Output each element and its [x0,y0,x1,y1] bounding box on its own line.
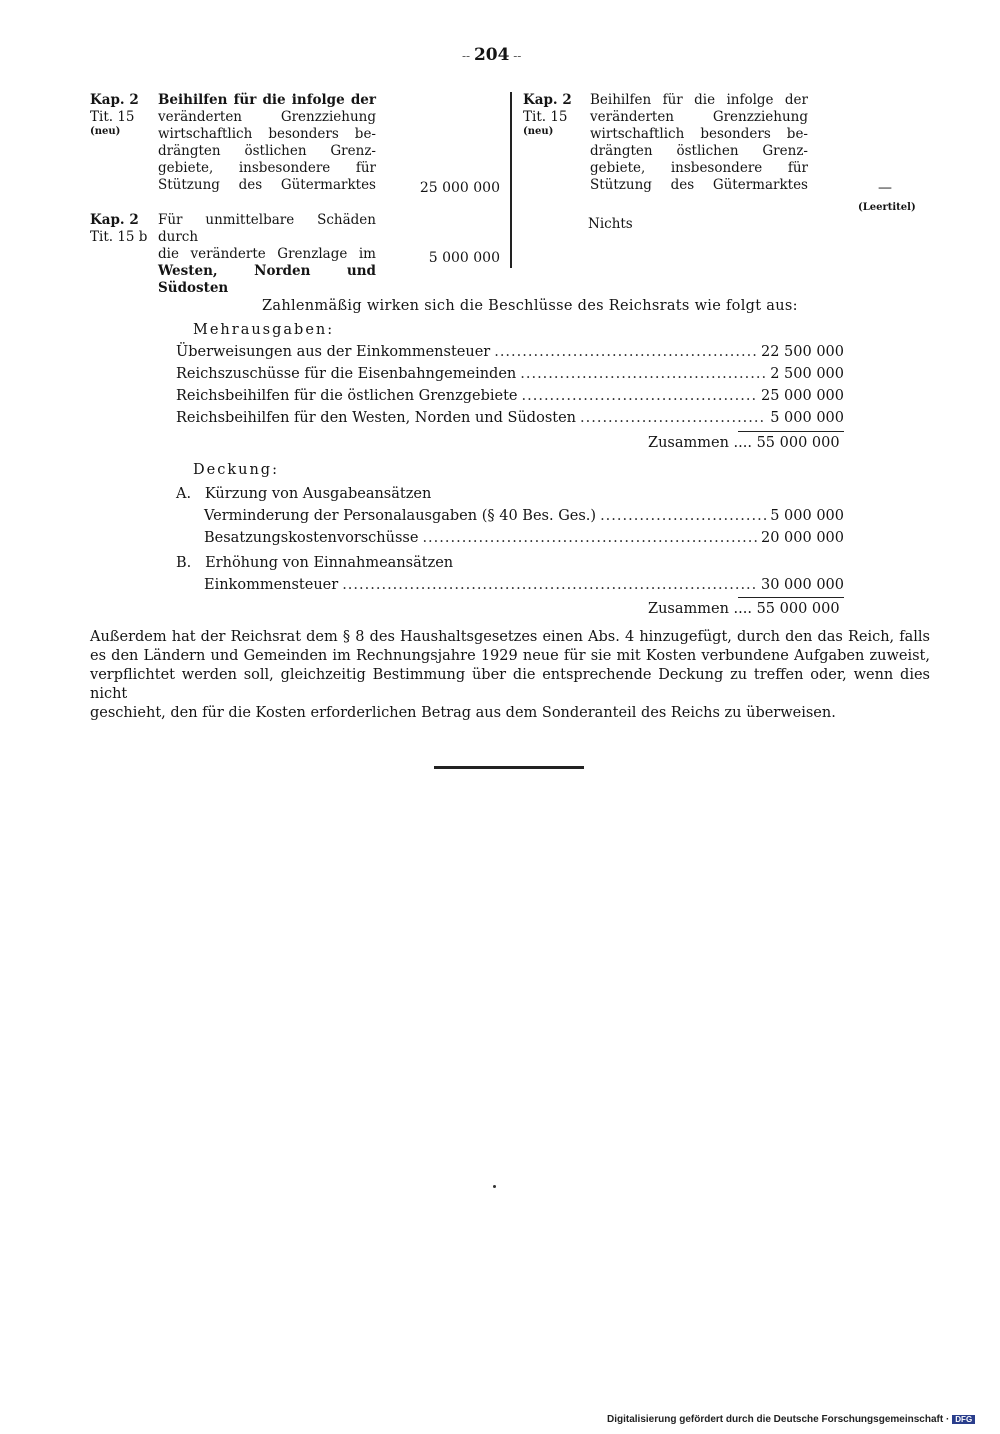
mehr-row-value: 5 000 000 [770,410,844,426]
header-dash-right: -- [509,49,522,63]
summary-intro: Zahlenmäßig wirken sich die Beschlüsse des Reichsrats wie folgt aus: [262,298,798,314]
deckung-a-row-value: 5 000 000 [770,508,844,524]
right-entry-line: gebiete, insbesondere für [590,160,808,176]
deckung-a-heading [176,486,431,502]
mehr-row-label: Überweisungen aus der Einkommensteuer [176,344,491,360]
page-number: 204 [473,45,510,65]
left-entry2-kap: Kap. 2 [90,212,139,228]
deckung-total [648,601,840,617]
deckung-sum-rule [738,597,844,598]
left-entry1-amount: 25 000 000 [419,180,500,196]
mehr-row-leader [520,366,766,382]
left-entry2-line: Westen, Norden und Südosten [158,263,376,296]
right-entry-line: Stützung des Gütermarktes [590,177,808,193]
mehr-row [176,344,844,360]
deckung-b-row [204,577,844,593]
paragraph-line: es den Ländern und Gemeinden im Rechnungsjahre 1929 neue für sie mit Kosten verbundene Aufgaben zuweist, [90,648,930,664]
left-entry2-amount: 5 000 000 [428,250,500,266]
deckung-a-row [204,508,844,524]
paragraph-line: geschieht, den für die Kosten erforderlichen Betrag aus dem Sonderanteil des Reichs zu überweisen. [90,705,836,721]
left-entry1-text [158,92,376,194]
mehr-total-value: 55 000 000 [756,435,840,451]
right-entry-line: veränderten Grenzziehung [590,109,808,125]
mehrausgaben-heading: Mehrausgaben: [193,322,335,338]
left-entry1-tit: Tit. 15 [90,109,135,125]
right-entry-dash: — [878,180,892,196]
right-entry-tit: Tit. 15 [523,109,568,125]
right-entry-kap: Kap. 2 [523,92,572,108]
deckung-a-row-leader [600,508,766,524]
mehr-total [648,435,840,451]
mehr-row-value: 2 500 000 [770,366,844,382]
mehr-total-label: Zusammen [648,435,729,451]
mehr-row-label: Reichsbeihilfen für den Westen, Norden und Südosten [176,410,577,426]
right-entry-line: drängten östlichen Grenz- [590,143,808,159]
mehr-row-leader [580,410,766,426]
left-entry1-line: Stützung des Gütermarktes [158,177,376,193]
deckung-b-heading [176,555,453,571]
deckung-a-label: A. [176,486,192,502]
mehr-row-leader [522,388,757,404]
left-entry1-line: drängten östlichen Grenz- [158,143,376,159]
deckung-b-row-label: Einkommensteuer [204,577,339,593]
right-entry-line: Beihilfen für die infolge der [590,92,808,108]
column-divider [510,92,512,268]
mehr-row-leader [494,344,757,360]
footer-text: Digitalisierung gefördert durch die Deutsche Forschungsgemeinschaft · [607,1414,950,1425]
left-entry2-refs [90,212,147,246]
mehr-sum-rule [738,431,844,432]
deckung-a-row-label: Besatzungskostenvorschüsse [204,530,419,546]
left-entry2-line: die veränderte Grenzlage im [158,246,376,262]
deckung-a-title: Kürzung von Ausgabeansätzen [204,486,432,502]
left-entry2-line: Für unmittelbare Schäden durch [158,212,376,245]
end-rule [434,766,584,769]
header-dash-left: -- [462,49,474,63]
footer [607,1414,975,1425]
right-entry-refs [523,92,572,137]
left-entry1-neu: (neu) [90,126,121,137]
right-entry-line: wirtschaftlich besonders be- [590,126,808,142]
deckung-b-title: Erhöhung von Einnahmeansätzen [205,555,454,571]
right-entry-leertitel: (Leertitel) [858,202,916,213]
deckung-a-row-label: Verminderung der Personalausgaben (§ 40 Bes. Ges.) [204,508,597,524]
mehr-row-value: 22 500 000 [760,344,844,360]
mehr-row-label: Reichsbeihilfen für die östlichen Grenzgebiete [176,388,518,404]
deckung-b-row-value: 30 000 000 [760,577,844,593]
mehr-total-dots: .... [733,435,752,451]
left-entry1-line: wirtschaftlich besonders be- [158,126,376,142]
left-entry1-line: gebiete, insbesondere für [158,160,376,176]
mehr-row [176,366,844,382]
left-entry1-line: veränderten Grenzziehung [158,109,376,125]
deckung-a-row-leader [422,530,757,546]
deckung-a-row-value: 20 000 000 [760,530,844,546]
left-entry2-tit: Tit. 15 b [90,229,148,245]
mehr-row [176,388,844,404]
deckung-b-label: B. [176,555,192,571]
deckung-b-row-leader [342,577,757,593]
print-speck [493,1185,496,1188]
deckung-heading: Deckung: [193,462,279,478]
right-entry-nichts: Nichts [588,216,633,232]
deckung-total-value: 55 000 000 [756,601,840,617]
paragraph-line: verpflichtet werden soll, gleichzeitig Bestimmung über die entsprechende Deckung zu treffen oder, wenn dies nicht [90,667,930,702]
left-entry2-text [158,212,376,297]
mehr-row-label: Reichszuschüsse für die Eisenbahngemeinden [176,366,517,382]
closing-paragraph [90,628,930,723]
left-entry1-kap: Kap. 2 [90,92,139,108]
paragraph-line: Außerdem hat der Reichsrat dem § 8 des Haushaltsgesetzes einen Abs. 4 hinzugefügt, durch den das Reich, falls [90,629,930,645]
mehr-row [176,410,844,426]
mehr-row-value: 25 000 000 [760,388,844,404]
right-entry-neu: (neu) [523,126,554,137]
left-entry1-refs [90,92,139,137]
deckung-total-label: Zusammen [648,601,729,617]
deckung-total-dots: .... [733,601,752,617]
dfg-logo-icon: DFG [952,1415,975,1424]
left-entry1-line: Beihilfen für die infolge der [158,92,376,108]
deckung-a-row [204,530,844,546]
right-entry-text [590,92,808,194]
page-header [462,45,521,65]
